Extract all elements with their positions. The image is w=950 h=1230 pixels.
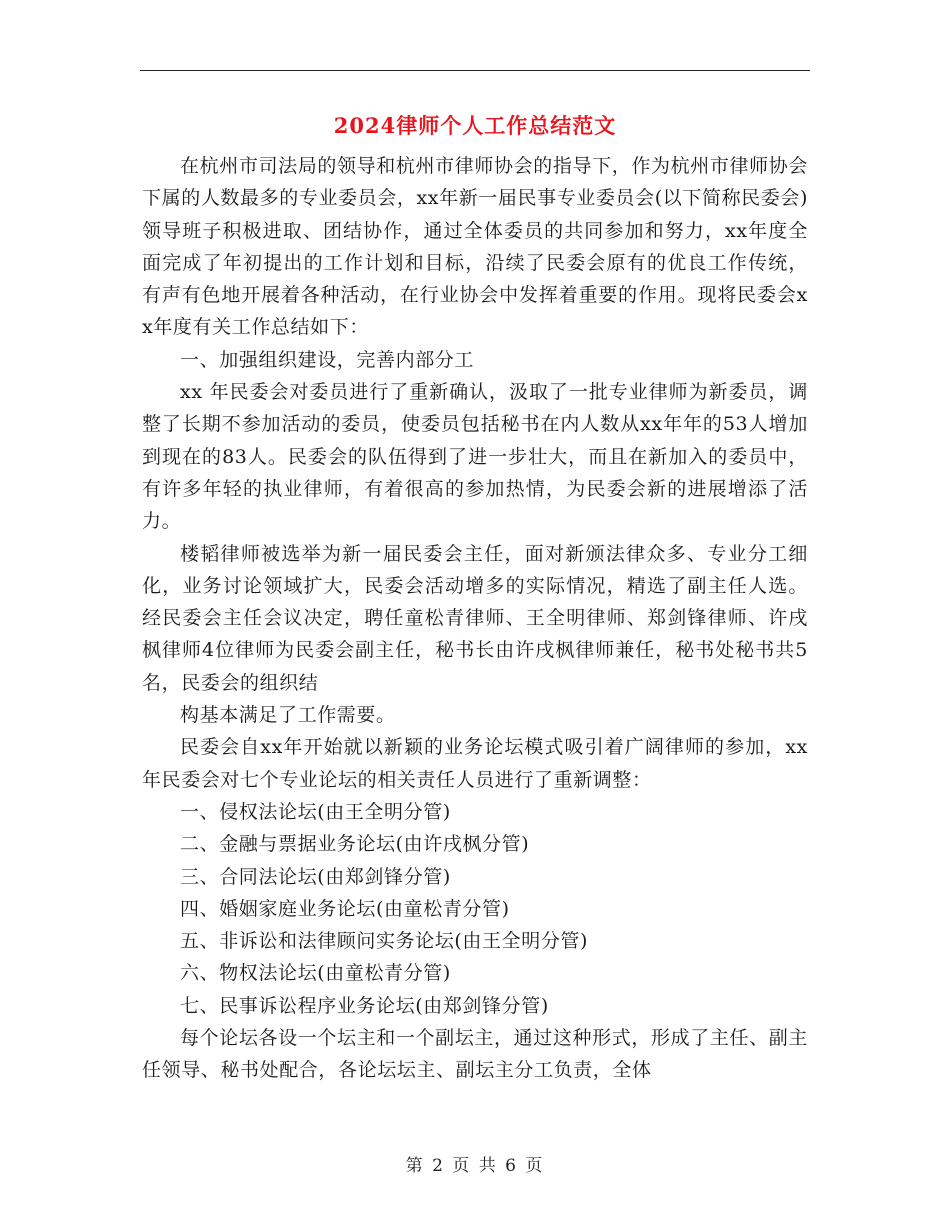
forum-item: 二、金融与票据业务论坛(由许戌枫分管) xyxy=(180,833,530,856)
header-rule xyxy=(140,70,810,71)
document-body xyxy=(142,150,808,1087)
section-heading-1: 一、加强组织建设，完善内部分工 xyxy=(180,348,475,371)
paragraph-leadership: 楼韬律师被选举为新一届民委会主任，面对新颁法律众多、专业分工细化，业务讨论领域扩大，民委会活动增多的实际情况，精选了副主任人选。经民委会主任会议决定，聘任童松青律师、王全明律师、郑剑锋律师、许戌枫律师4位律师为民委会副主任，秘书长由许戌枫律师兼任，秘书处秘书共5名，民委会的组织结 xyxy=(142,542,808,694)
forum-item: 一、侵权法论坛(由王全明分管) xyxy=(180,800,451,823)
paragraph-forums-intro: 民委会自xx年开始就以新颖的业务论坛模式吸引着广阔律师的参加，xx年民委会对七个专业论坛的相关责任人员进行了重新调整： xyxy=(142,736,808,791)
forum-item: 三、合同法论坛(由郑剑锋分管) xyxy=(180,865,451,888)
paragraph-forum-organization: 每个论坛各设一个坛主和一个副坛主，通过这种形式，形成了主任、副主任领导、秘书处配合，各论坛坛主、副坛主分工负责，全体 xyxy=(142,1027,808,1082)
forum-item: 六、物权法论坛(由童松青分管) xyxy=(180,962,451,985)
forum-item: 四、婚姻家庭业务论坛(由童松青分管) xyxy=(180,897,510,920)
document-title: 2024律师个人工作总结范文 xyxy=(333,113,617,138)
paragraph-structure-end: 构基本满足了工作需要。 xyxy=(180,704,396,727)
page-number: 第 2 页 共 6 页 xyxy=(405,1156,545,1176)
forum-item: 五、非诉讼和法律顾问实务论坛(由王全明分管) xyxy=(180,930,589,953)
paragraph-intro: 在杭州市司法局的领导和杭州市律师协会的指导下，作为杭州市律师协会下属的人数最多的专业委员会，xx年新一届民事专业委员会(以下简称民委会)领导班子积极进取、团结协作，通过全体委员的共同参加和努力，xx年度全面完成了年初提出的工作计划和目标，沿续了民委会原有的优良工作传统，有声有色地开展着各种活动，在行业协会中发挥着重要的作用。现将民委会xx年度有关工作总结如下： xyxy=(142,155,808,339)
paragraph-members: xx 年民委会对委员进行了重新确认，汲取了一批专业律师为新委员，调整了长期不参加活动的委员，使委员包括秘书在内人数从xx年年的53人增加到现在的83人。民委会的队伍得到了进一步壮大，而且在新加入的委员中，有许多年轻的执业律师，有着很高的参加热情，为民委会新的进展增添了活力。 xyxy=(142,381,808,533)
forum-item: 七、民事诉讼程序业务论坛(由郑剑锋分管) xyxy=(180,994,549,1017)
